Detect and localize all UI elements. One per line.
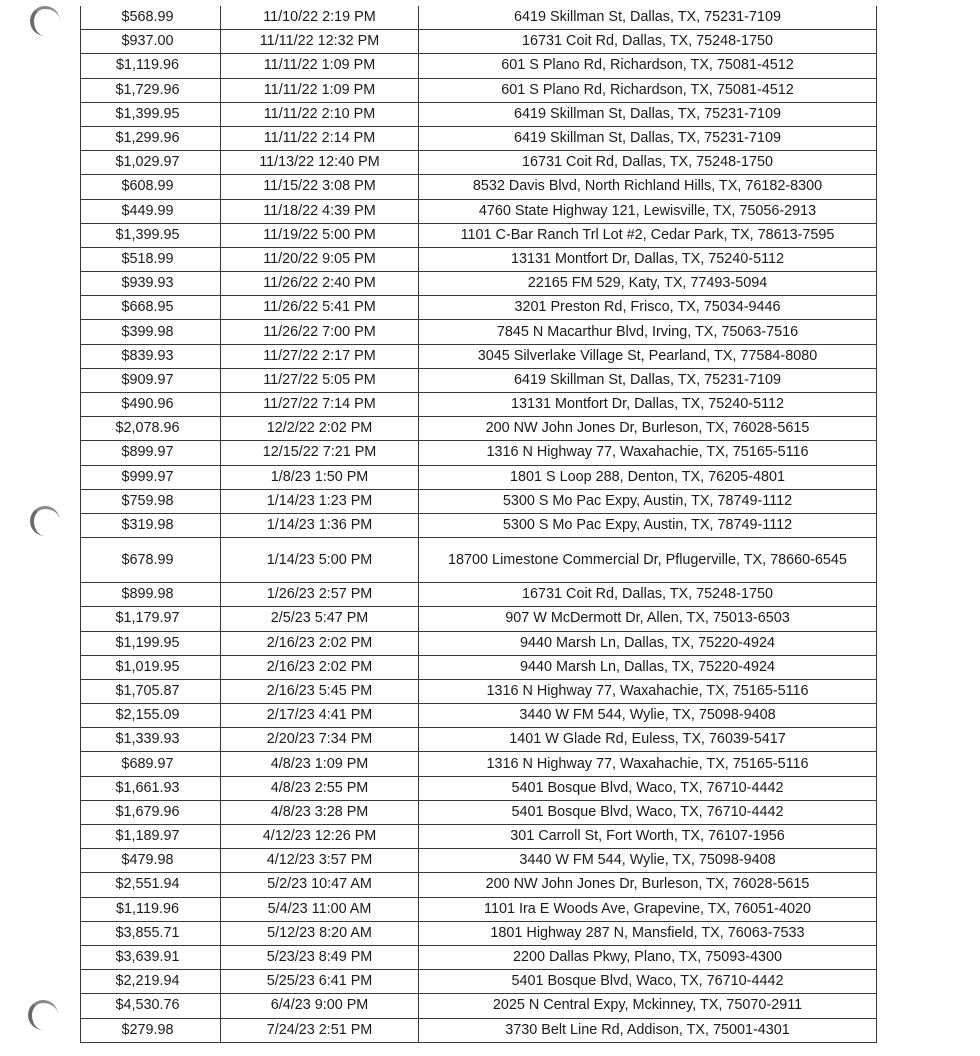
binder-hole-mark	[30, 506, 60, 536]
address-cell: 1316 N Highway 77, Waxahachie, TX, 75165-5116	[419, 679, 877, 703]
table-row	[81, 441, 877, 465]
address-cell: 3045 Silverlake Village St, Pearland, TX, 77584-8080	[419, 344, 877, 368]
amount-cell: $1,679.96	[81, 800, 221, 824]
datetime-cell: 2/20/23 7:34 PM	[221, 728, 419, 752]
datetime-cell: 2/16/23 2:02 PM	[221, 631, 419, 655]
amount-cell: $1,299.96	[81, 126, 221, 150]
amount-cell: $1,399.95	[81, 102, 221, 126]
datetime-cell: 1/14/23 1:36 PM	[221, 513, 419, 537]
amount-cell: $937.00	[81, 30, 221, 54]
address-cell: 8532 Davis Blvd, North Richland Hills, TX, 76182-8300	[419, 175, 877, 199]
address-cell: 13131 Montfort Dr, Dallas, TX, 75240-5112	[419, 393, 877, 417]
datetime-cell: 5/12/23 8:20 AM	[221, 921, 419, 945]
amount-cell: $1,705.87	[81, 679, 221, 703]
amount-cell: $999.97	[81, 465, 221, 489]
address-cell: 2025 N Central Expy, Mckinney, TX, 75070-2911	[419, 994, 877, 1018]
address-cell: 3201 Preston Rd, Frisco, TX, 75034-9446	[419, 296, 877, 320]
amount-cell: $1,729.96	[81, 78, 221, 102]
datetime-cell: 4/12/23 12:26 PM	[221, 825, 419, 849]
address-cell: 5300 S Mo Pac Expy, Austin, TX, 78749-1112	[419, 513, 877, 537]
amount-cell: $449.99	[81, 199, 221, 223]
amount-cell: $2,155.09	[81, 704, 221, 728]
address-cell: 3440 W FM 544, Wylie, TX, 75098-9408	[419, 704, 877, 728]
datetime-cell: 11/13/22 12:40 PM	[221, 151, 419, 175]
datetime-cell: 11/26/22 2:40 PM	[221, 272, 419, 296]
address-cell: 16731 Coit Rd, Dallas, TX, 75248-1750	[419, 151, 877, 175]
amount-cell: $1,019.95	[81, 655, 221, 679]
address-cell: 13131 Montfort Dr, Dallas, TX, 75240-5112	[419, 247, 877, 271]
address-cell: 200 NW John Jones Dr, Burleson, TX, 76028-5615	[419, 873, 877, 897]
amount-cell: $608.99	[81, 175, 221, 199]
datetime-cell: 11/27/22 2:17 PM	[221, 344, 419, 368]
datetime-cell: 11/27/22 7:14 PM	[221, 393, 419, 417]
address-cell: 7845 N Macarthur Blvd, Irving, TX, 75063-7516	[419, 320, 877, 344]
address-cell: 2200 Dallas Pkwy, Plano, TX, 75093-4300	[419, 945, 877, 969]
table-row	[81, 296, 877, 320]
amount-cell: $1,399.95	[81, 223, 221, 247]
table-row	[81, 30, 877, 54]
address-cell: 5401 Bosque Blvd, Waco, TX, 76710-4442	[419, 800, 877, 824]
datetime-cell: 5/23/23 8:49 PM	[221, 945, 419, 969]
amount-cell: $1,339.93	[81, 728, 221, 752]
amount-cell: $1,661.93	[81, 776, 221, 800]
datetime-cell: 1/14/23 5:00 PM	[221, 538, 419, 583]
datetime-cell: 1/8/23 1:50 PM	[221, 465, 419, 489]
table-row	[81, 849, 877, 873]
address-cell: 6419 Skillman St, Dallas, TX, 75231-7109	[419, 126, 877, 150]
binder-hole-mark	[30, 6, 60, 36]
address-cell: 601 S Plano Rd, Richardson, TX, 75081-4512	[419, 54, 877, 78]
amount-cell: $2,219.94	[81, 970, 221, 994]
datetime-cell: 11/11/22 2:10 PM	[221, 102, 419, 126]
transactions-table	[80, 6, 877, 1043]
address-cell: 5401 Bosque Blvd, Waco, TX, 76710-4442	[419, 970, 877, 994]
amount-cell: $678.99	[81, 538, 221, 583]
amount-cell: $490.96	[81, 393, 221, 417]
address-cell: 6419 Skillman St, Dallas, TX, 75231-7109	[419, 6, 877, 30]
table-row	[81, 1018, 877, 1042]
table-row	[81, 151, 877, 175]
table-row	[81, 728, 877, 752]
table-row	[81, 945, 877, 969]
address-cell: 3730 Belt Line Rd, Addison, TX, 75001-4301	[419, 1018, 877, 1042]
datetime-cell: 11/18/22 4:39 PM	[221, 199, 419, 223]
table-row	[81, 126, 877, 150]
amount-cell: $279.98	[81, 1018, 221, 1042]
address-cell: 1101 Ira E Woods Ave, Grapevine, TX, 76051-4020	[419, 897, 877, 921]
amount-cell: $1,119.96	[81, 897, 221, 921]
table-row	[81, 344, 877, 368]
table-row	[81, 970, 877, 994]
datetime-cell: 11/10/22 2:19 PM	[221, 6, 419, 30]
datetime-cell: 1/26/23 2:57 PM	[221, 583, 419, 607]
table-row	[81, 78, 877, 102]
table-row	[81, 465, 877, 489]
amount-cell: $3,855.71	[81, 921, 221, 945]
datetime-cell: 11/11/22 12:32 PM	[221, 30, 419, 54]
amount-cell: $399.98	[81, 320, 221, 344]
amount-cell: $899.97	[81, 441, 221, 465]
amount-cell: $2,078.96	[81, 417, 221, 441]
address-cell: 601 S Plano Rd, Richardson, TX, 75081-4512	[419, 78, 877, 102]
address-cell: 22165 FM 529, Katy, TX, 77493-5094	[419, 272, 877, 296]
datetime-cell: 11/11/22 2:14 PM	[221, 126, 419, 150]
datetime-cell: 11/26/22 5:41 PM	[221, 296, 419, 320]
datetime-cell: 2/17/23 4:41 PM	[221, 704, 419, 728]
datetime-cell: 2/16/23 2:02 PM	[221, 655, 419, 679]
table-row	[81, 583, 877, 607]
amount-cell: $3,639.91	[81, 945, 221, 969]
datetime-cell: 11/27/22 5:05 PM	[221, 368, 419, 392]
address-cell: 200 NW John Jones Dr, Burleson, TX, 76028-5615	[419, 417, 877, 441]
address-cell: 1401 W Glade Rd, Euless, TX, 76039-5417	[419, 728, 877, 752]
amount-cell: $518.99	[81, 247, 221, 271]
table-row	[81, 538, 877, 583]
datetime-cell: 4/8/23 3:28 PM	[221, 800, 419, 824]
table-row	[81, 631, 877, 655]
datetime-cell: 5/4/23 11:00 AM	[221, 897, 419, 921]
table-row	[81, 54, 877, 78]
table-row	[81, 320, 877, 344]
amount-cell: $4,530.76	[81, 994, 221, 1018]
datetime-cell: 11/19/22 5:00 PM	[221, 223, 419, 247]
amount-cell: $1,029.97	[81, 151, 221, 175]
table-row	[81, 800, 877, 824]
address-cell: 16731 Coit Rd, Dallas, TX, 75248-1750	[419, 583, 877, 607]
table-row	[81, 679, 877, 703]
amount-cell: $568.99	[81, 6, 221, 30]
table-row	[81, 199, 877, 223]
table-row	[81, 417, 877, 441]
amount-cell: $839.93	[81, 344, 221, 368]
table-row	[81, 752, 877, 776]
amount-cell: $909.97	[81, 368, 221, 392]
table-row	[81, 247, 877, 271]
address-cell: 9440 Marsh Ln, Dallas, TX, 75220-4924	[419, 655, 877, 679]
datetime-cell: 2/5/23 5:47 PM	[221, 607, 419, 631]
amount-cell: $689.97	[81, 752, 221, 776]
table-row	[81, 994, 877, 1018]
amount-cell: $899.98	[81, 583, 221, 607]
datetime-cell: 4/12/23 3:57 PM	[221, 849, 419, 873]
transactions-table-body	[81, 6, 877, 1042]
amount-cell: $1,179.97	[81, 607, 221, 631]
table-row	[81, 776, 877, 800]
table-row	[81, 175, 877, 199]
address-cell: 6419 Skillman St, Dallas, TX, 75231-7109	[419, 102, 877, 126]
table-row	[81, 704, 877, 728]
datetime-cell: 11/11/22 1:09 PM	[221, 54, 419, 78]
address-cell: 1316 N Highway 77, Waxahachie, TX, 75165-5116	[419, 441, 877, 465]
amount-cell: $939.93	[81, 272, 221, 296]
amount-cell: $1,199.95	[81, 631, 221, 655]
table-row	[81, 489, 877, 513]
datetime-cell: 12/2/22 2:02 PM	[221, 417, 419, 441]
table-row	[81, 655, 877, 679]
datetime-cell: 5/2/23 10:47 AM	[221, 873, 419, 897]
address-cell: 5300 S Mo Pac Expy, Austin, TX, 78749-1112	[419, 489, 877, 513]
address-cell: 6419 Skillman St, Dallas, TX, 75231-7109	[419, 368, 877, 392]
address-cell: 4760 State Highway 121, Lewisville, TX, 75056-2913	[419, 199, 877, 223]
address-cell: 1316 N Highway 77, Waxahachie, TX, 75165-5116	[419, 752, 877, 776]
table-row	[81, 825, 877, 849]
address-cell: 907 W McDermott Dr, Allen, TX, 75013-6503	[419, 607, 877, 631]
table-row	[81, 607, 877, 631]
amount-cell: $479.98	[81, 849, 221, 873]
table-row	[81, 513, 877, 537]
address-cell: 1101 C-Bar Ranch Trl Lot #2, Cedar Park, TX, 78613-7595	[419, 223, 877, 247]
amount-cell: $1,189.97	[81, 825, 221, 849]
address-cell: 18700 Limestone Commercial Dr, Pflugerville, TX, 78660-6545	[419, 538, 877, 583]
address-cell: 5401 Bosque Blvd, Waco, TX, 76710-4442	[419, 776, 877, 800]
table-row	[81, 897, 877, 921]
table-row	[81, 272, 877, 296]
amount-cell: $2,551.94	[81, 873, 221, 897]
datetime-cell: 4/8/23 1:09 PM	[221, 752, 419, 776]
datetime-cell: 11/20/22 9:05 PM	[221, 247, 419, 271]
datetime-cell: 2/16/23 5:45 PM	[221, 679, 419, 703]
amount-cell: $319.98	[81, 513, 221, 537]
amount-cell: $1,119.96	[81, 54, 221, 78]
amount-cell: $759.98	[81, 489, 221, 513]
table-row	[81, 368, 877, 392]
table-row	[81, 6, 877, 30]
binder-hole-mark	[28, 1000, 58, 1030]
table-row	[81, 873, 877, 897]
address-cell: 3440 W FM 544, Wylie, TX, 75098-9408	[419, 849, 877, 873]
table-row	[81, 223, 877, 247]
address-cell: 9440 Marsh Ln, Dallas, TX, 75220-4924	[419, 631, 877, 655]
table-row	[81, 102, 877, 126]
table-row	[81, 393, 877, 417]
table-row	[81, 921, 877, 945]
address-cell: 301 Carroll St, Fort Worth, TX, 76107-1956	[419, 825, 877, 849]
address-cell: 1801 S Loop 288, Denton, TX, 76205-4801	[419, 465, 877, 489]
address-cell: 16731 Coit Rd, Dallas, TX, 75248-1750	[419, 30, 877, 54]
datetime-cell: 4/8/23 2:55 PM	[221, 776, 419, 800]
datetime-cell: 12/15/22 7:21 PM	[221, 441, 419, 465]
datetime-cell: 11/11/22 1:09 PM	[221, 78, 419, 102]
address-cell: 1801 Highway 287 N, Mansfield, TX, 76063-7533	[419, 921, 877, 945]
datetime-cell: 6/4/23 9:00 PM	[221, 994, 419, 1018]
datetime-cell: 1/14/23 1:23 PM	[221, 489, 419, 513]
amount-cell: $668.95	[81, 296, 221, 320]
datetime-cell: 5/25/23 6:41 PM	[221, 970, 419, 994]
datetime-cell: 11/26/22 7:00 PM	[221, 320, 419, 344]
datetime-cell: 11/15/22 3:08 PM	[221, 175, 419, 199]
datetime-cell: 7/24/23 2:51 PM	[221, 1018, 419, 1042]
